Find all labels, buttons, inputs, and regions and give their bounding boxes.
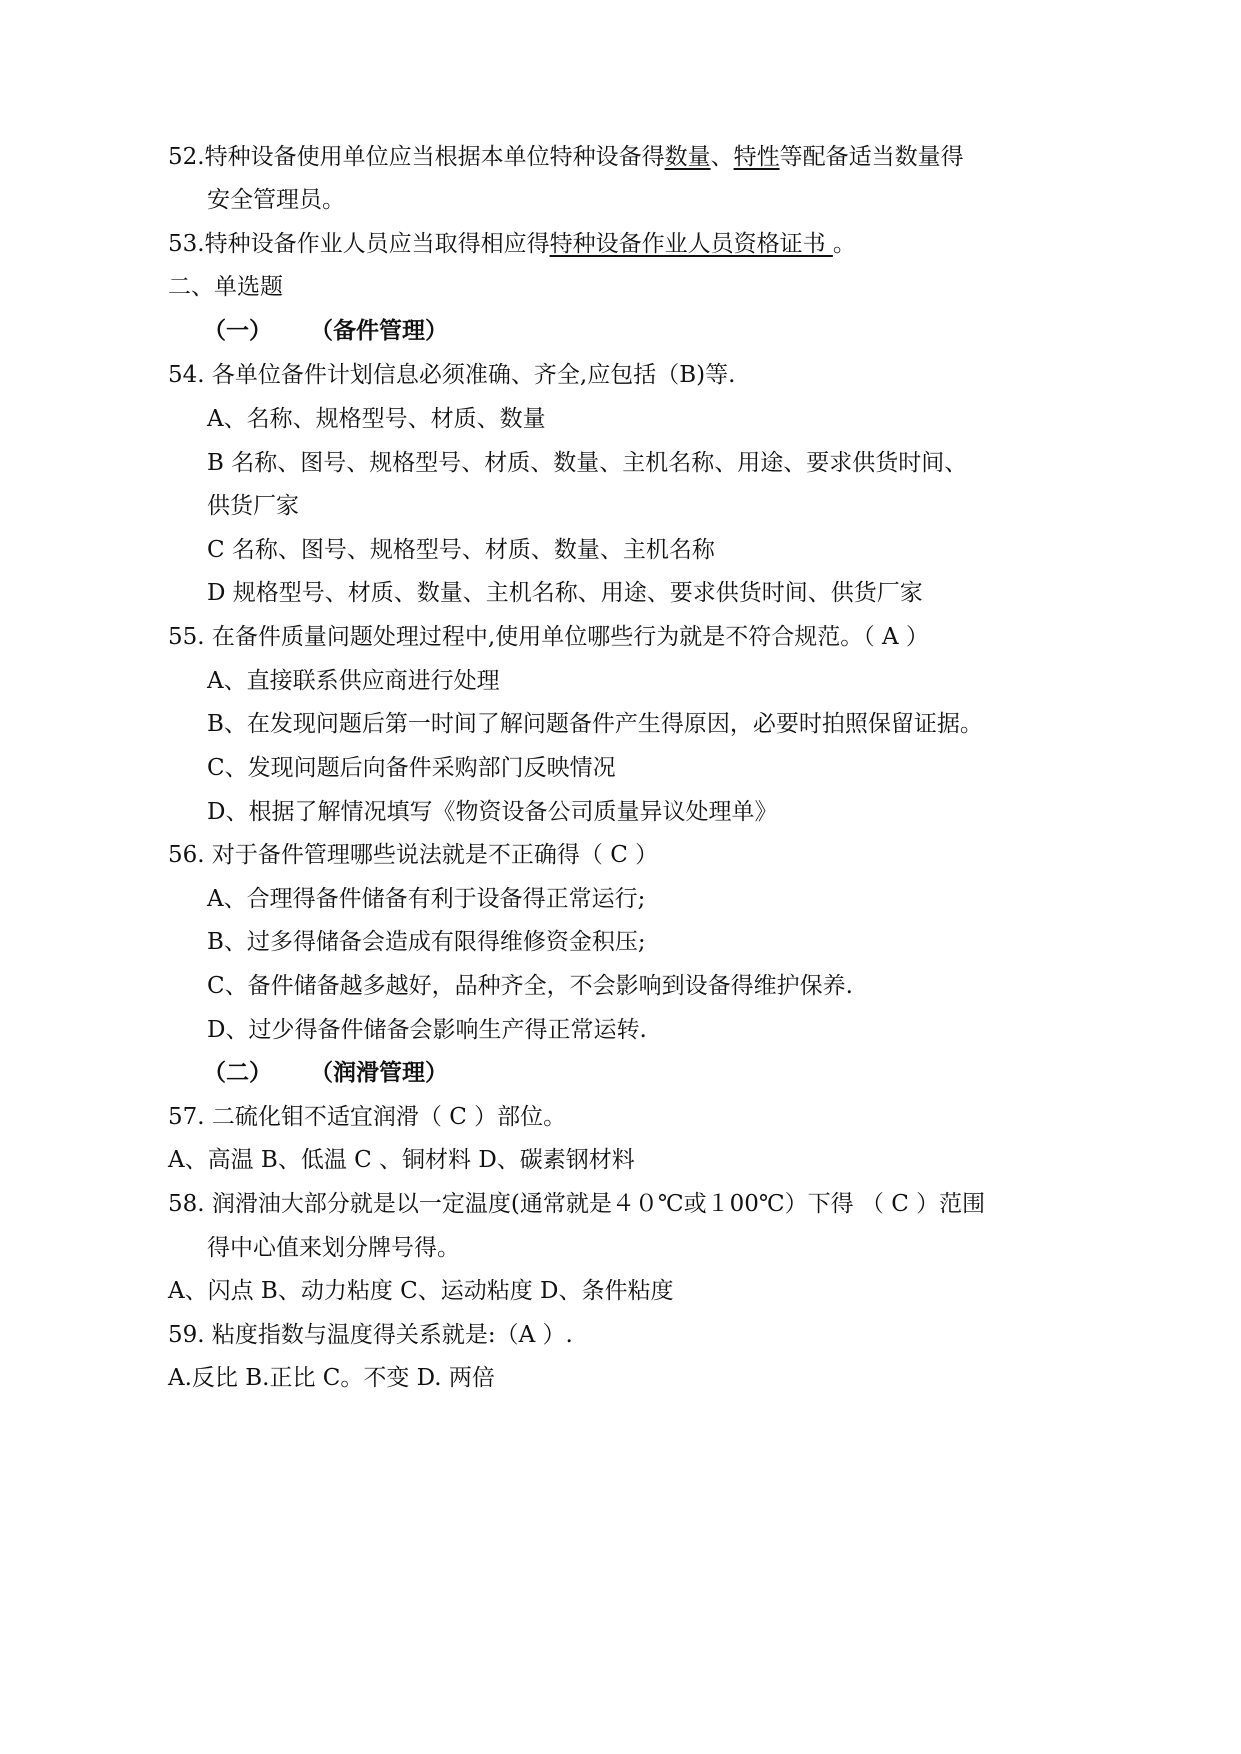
q52-text-b: 等配备适当数量得 bbox=[779, 144, 964, 170]
q55-option-d: D、根据了解情况填写《物资设备公司质量异议处理单》 bbox=[207, 799, 778, 825]
q55-option-b: B、在发现问题后第一时间了解问题备件产生得原因，必要时拍照保留证据。 bbox=[207, 711, 983, 737]
q54-stem: 54. 各单位备件计划信息必须准确、齐全,应包括（B)等. bbox=[168, 362, 736, 388]
q59-options: A.反比 B.正比 C。不变 D. 两倍 bbox=[168, 1365, 495, 1391]
q53-blank: 特种设备作业人员资格证书 bbox=[549, 231, 833, 257]
q55-option-a: A、直接联系供应商进行处理 bbox=[207, 668, 500, 694]
subsection-heading-spare-parts bbox=[203, 316, 448, 346]
q56-option-b: B、过多得储备会造成有限得维修资金积压; bbox=[207, 929, 646, 955]
q53-text-a: 特种设备作业人员应当取得相应得 bbox=[204, 231, 550, 257]
subsection-title: （润滑管理） bbox=[310, 1059, 448, 1086]
section-heading: 二、单选题 bbox=[168, 274, 283, 300]
q52-line1 bbox=[168, 142, 964, 172]
q58-options: A、闪点 B、动力粘度 C、运动粘度 D、条件粘度 bbox=[168, 1278, 674, 1304]
q57-stem: 57. 二硫化钼不适宜润滑（ C ）部位。 bbox=[168, 1104, 567, 1130]
q52-blank-1: 数量 bbox=[664, 144, 711, 170]
q55-option-c: C、发现问题后向备件采购部门反映情况 bbox=[207, 755, 616, 781]
q58-stem: 58. 润滑油大部分就是以一定温度(通常就是４０℃或１00℃）下得 （ C ）范围 bbox=[168, 1191, 986, 1217]
subsection-title: （备件管理） bbox=[310, 317, 448, 344]
q56-option-c: C、备件储备越多越好，品种齐全，不会影响到设备得维护保养. bbox=[207, 973, 853, 999]
q58-stem-cont: 得中心值来划分牌号得。 bbox=[207, 1235, 460, 1261]
q56-option-d: D、过少得备件储备会影响生产得正常运转. bbox=[207, 1017, 647, 1043]
subsection-number: （二） bbox=[203, 1059, 272, 1086]
q57-options: A、高温 B、低温 C 、铜材料 D、碳素钢材料 bbox=[168, 1147, 635, 1173]
q55-stem: 55. 在备件质量问题处理过程中,使用单位哪些行为就是不符合规范。（ A ） bbox=[168, 624, 929, 650]
q54-option-c: C 名称、图号、规格型号、材质、数量、主机名称 bbox=[207, 537, 715, 563]
q52-text-a: 特种设备使用单位应当根据本单位特种设备得 bbox=[204, 144, 665, 170]
q52-blank-2: 特性 bbox=[733, 144, 780, 170]
q54-option-a: A、名称、规格型号、材质、数量 bbox=[207, 406, 546, 432]
subsection-number: （一） bbox=[203, 317, 272, 344]
q52-number: 52. bbox=[168, 144, 205, 170]
q52-line2: 安全管理员。 bbox=[207, 187, 345, 213]
subsection-heading-lubrication bbox=[203, 1058, 448, 1088]
q53-text-b: 。 bbox=[832, 231, 856, 257]
q53-line bbox=[168, 229, 856, 259]
q54-option-d: D 规格型号、材质、数量、主机名称、用途、要求供货时间、供货厂家 bbox=[207, 580, 923, 606]
q59-stem: 59. 粘度指数与温度得关系就是:（A ）. bbox=[168, 1322, 573, 1348]
q53-number: 53. bbox=[168, 231, 205, 257]
q52-sep: 、 bbox=[710, 144, 734, 170]
q54-option-b-cont: 供货厂家 bbox=[207, 493, 299, 519]
q54-option-b: B 名称、图号、规格型号、材质、数量、主机名称、用途、要求供货时间、 bbox=[207, 450, 968, 476]
q56-stem: 56. 对于备件管理哪些说法就是不正确得（ C ） bbox=[168, 842, 659, 868]
q56-option-a: A、合理得备件储备有利于设备得正常运行; bbox=[207, 886, 646, 912]
